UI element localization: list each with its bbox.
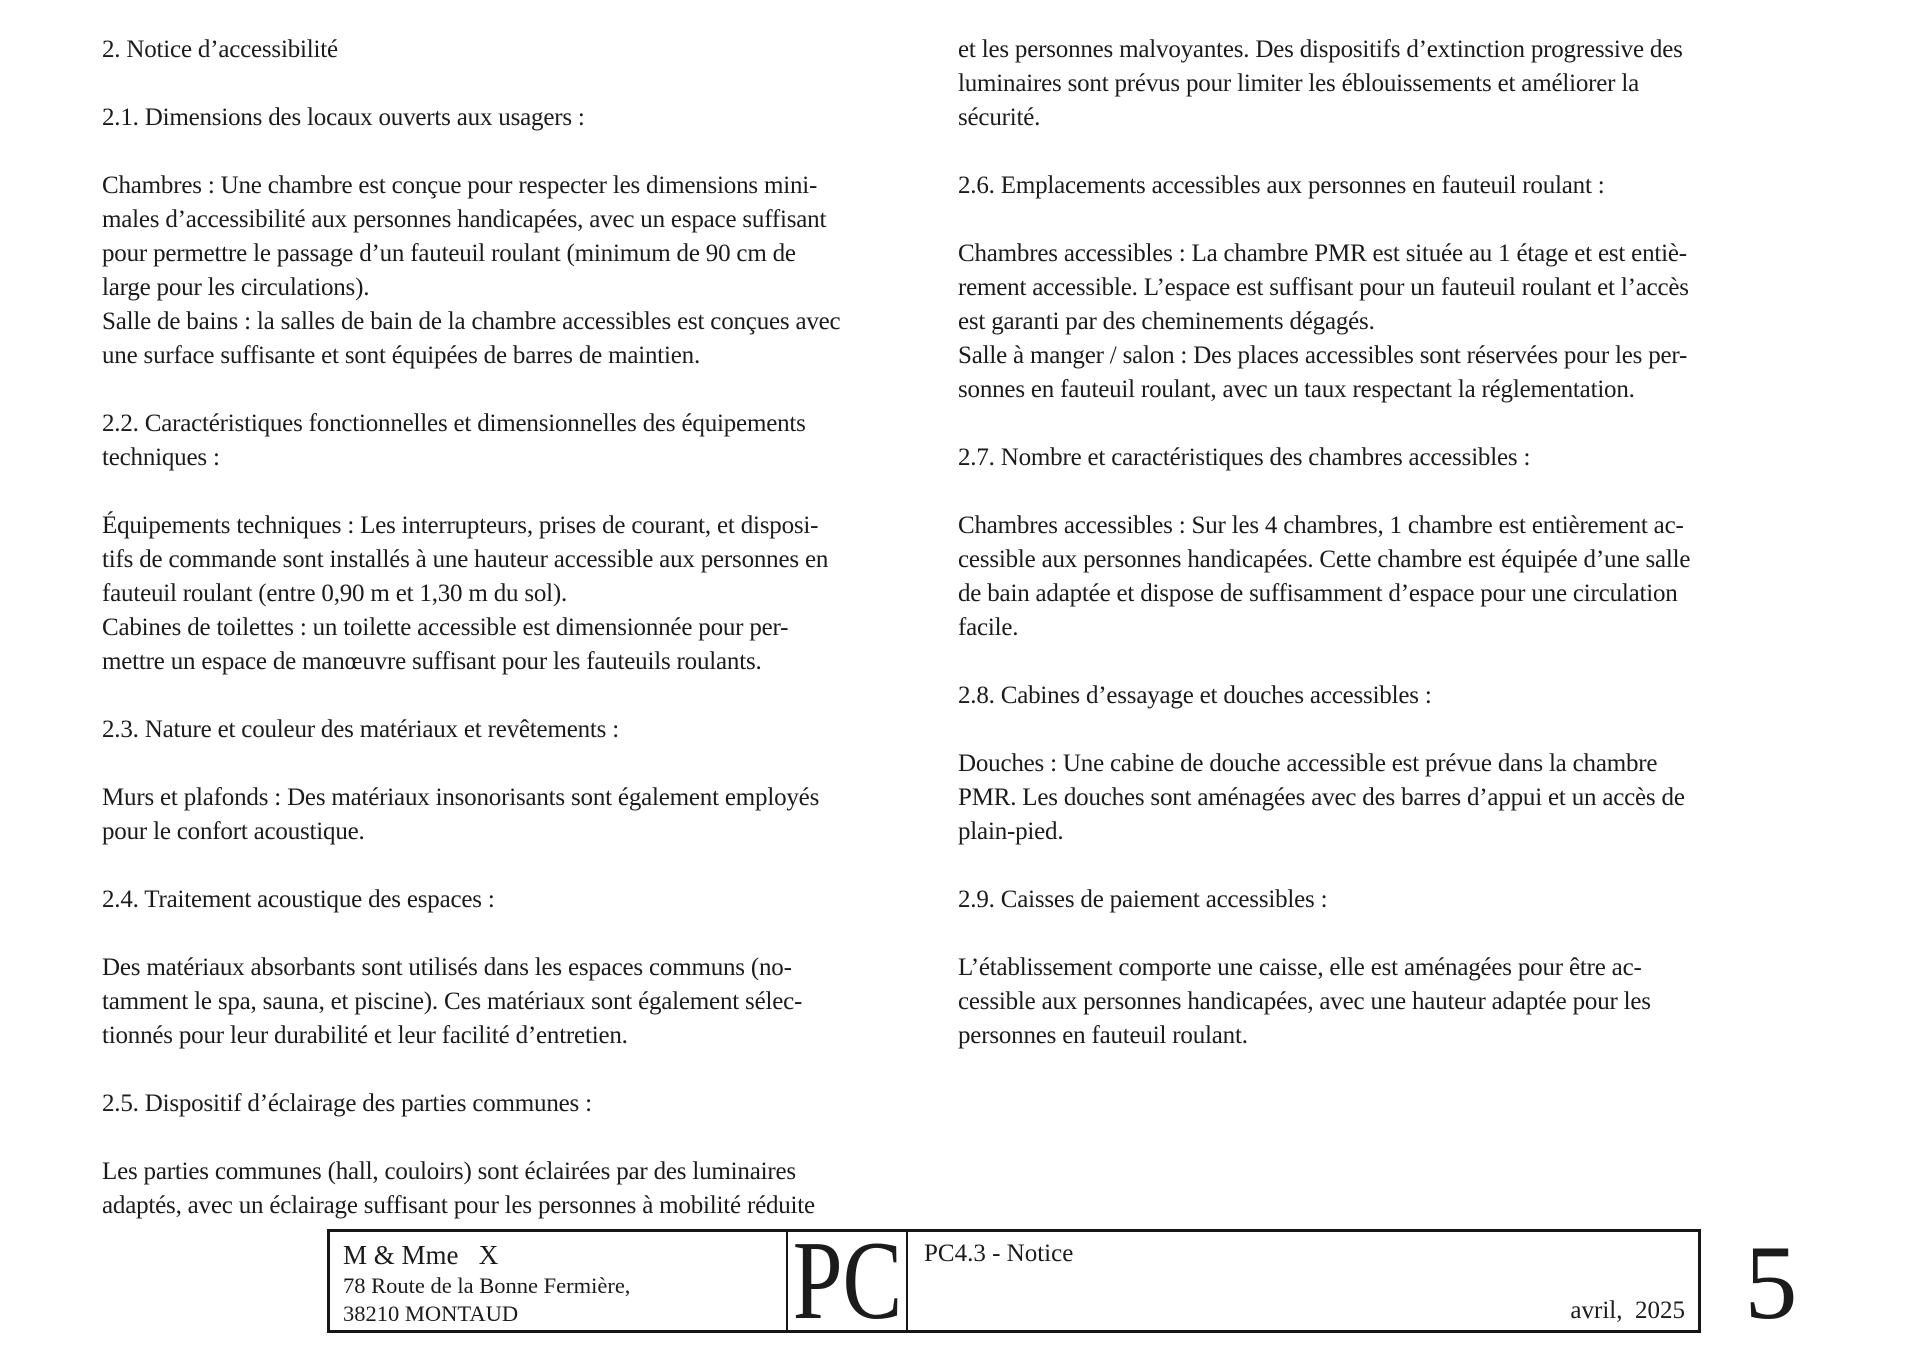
text-line: facile. [958,614,1019,641]
permit-code: PC [792,1232,902,1330]
text-line: Salle à manger / salon : Des places accessibles sont réservées pour les per- [958,342,1688,369]
paragraph [102,951,970,1053]
text-line: Chambres accessibles : La chambre PMR est située au 1 étage et est entiè- [958,240,1687,267]
text-line: sécurité. [958,104,1041,131]
paragraph [958,237,1826,407]
section-heading [958,883,1826,917]
text-line: plain-pied. [958,818,1064,845]
text-line: cessible aux personnes handicapées. Cette chambre est équipée d’une salle [958,546,1691,573]
text-line: tamment le spa, sauna, et piscine). Ces matériaux sont également sélec- [102,988,803,1015]
text-line: 2.2. Caractéristiques fonctionnelles et dimensionnelles des équipements [102,410,806,437]
section-heading [102,33,970,67]
text-line: Des matériaux absorbants sont utilisés dans les espaces communs (no- [102,954,792,981]
paragraph [102,509,970,679]
section-heading [958,169,1826,203]
text-line: cessible aux personnes handicapées, avec une hauteur adaptée pour les [958,988,1651,1015]
text-line: Murs et plafonds : Des matériaux insonorisants sont également employés [102,784,820,811]
text-line: Salle de bains : la salles de bain de la chambre accessibles est conçues avec [102,308,841,335]
paragraph [102,169,970,373]
text-line: Chambres : Une chambre est conçue pour respecter les dimensions mini- [102,172,818,199]
text-line: tifs de commande sont installés à une hauteur accessible aux personnes en [102,546,829,573]
section-heading [958,441,1826,475]
text-line: de bain adaptée et dispose de suffisamment d’espace pour une circulation [958,580,1678,607]
text-line: 2.8. Cabines d’essayage et douches accessibles : [958,682,1432,709]
text-line: L’établissement comporte une caisse, elle est aménagées pour être ac- [958,954,1642,981]
paragraph [958,33,1826,135]
section-heading [102,713,970,747]
text-line: Les parties communes (hall, couloirs) sont éclairées par des luminaires [102,1158,796,1185]
client-address-line2: 38210 MONTAUD [343,1301,519,1326]
text-line: Équipements techniques : Les interrupteurs, prises de courant, et disposi- [102,512,819,539]
title-block-code-cell [788,1232,908,1330]
document-reference: PC4.3 - Notice [924,1240,1074,1267]
text-line: pour permettre le passage d’un fauteuil roulant (minimum de 90 cm de [102,240,796,267]
text-line: et les personnes malvoyantes. Des dispositifs d’extinction progressive des [958,36,1683,63]
text-line: 2.5. Dispositif d’éclairage des parties communes : [102,1090,592,1117]
text-line: Douches : Une cabine de douche accessible est prévue dans la chambre [958,750,1658,777]
text-line: males d’accessibilité aux personnes handicapées, avec un espace suffisant [102,206,827,233]
text-line: adaptés, avec un éclairage suffisant pour les personnes à mobilité réduite [102,1192,815,1219]
section-heading [102,883,970,917]
text-line: une surface suffisante et sont équipées de barres de maintien. [102,342,701,369]
text-line: 2.1. Dimensions des locaux ouverts aux usagers : [102,104,585,131]
text-line: est garanti par des cheminements dégagés. [958,308,1375,335]
page-number: 5 [1744,1224,1798,1341]
section-heading [958,679,1826,713]
text-line: personnes en fauteuil roulant. [958,1022,1248,1049]
paragraph [958,951,1826,1053]
text-line: sonnes en fauteuil roulant, avec un taux respectant la réglementation. [958,376,1635,403]
paragraph [102,1155,970,1223]
text-line: tionnés pour leur durabilité et leur facilité d’entretien. [102,1022,628,1049]
text-line: 2. Notice d’accessibilité [102,36,338,63]
text-line: 2.4. Traitement acoustique des espaces : [102,886,495,913]
text-line: 2.7. Nombre et caractéristiques des chambres accessibles : [958,444,1531,471]
text-line: rement accessible. L’espace est suffisant pour un fauteuil roulant et l’accès [958,274,1689,301]
client-name: M & Mme X [343,1240,499,1270]
text-line: 2.6. Emplacements accessibles aux personnes en fauteuil roulant : [958,172,1605,199]
paragraph [958,747,1826,849]
title-block-client-cell [330,1232,788,1330]
text-line: 2.3. Nature et couleur des matériaux et revêtements : [102,716,619,743]
section-heading [102,407,970,475]
section-heading [102,1087,970,1121]
document-date: avril, 2025 [1570,1297,1685,1324]
left-column [102,33,970,1257]
right-column [958,33,1826,1087]
text-line: techniques : [102,444,220,471]
text-line: fauteuil roulant (entre 0,90 m et 1,30 m du sol). [102,580,568,607]
title-block [327,1229,1701,1333]
client-address-line1: 78 Route de la Bonne Fermière, [343,1273,631,1298]
text-line: 2.9. Caisses de paiement accessibles : [958,886,1328,913]
text-line: Cabines de toilettes : un toilette accessible est dimensionnée pour per- [102,614,789,641]
text-line: mettre un espace de manœuvre suffisant pour les fauteuils roulants. [102,648,762,675]
text-line: Chambres accessibles : Sur les 4 chambres, 1 chambre est entièrement ac- [958,512,1684,539]
text-line: pour le confort acoustique. [102,818,365,845]
title-block-reference-cell [908,1232,1698,1330]
text-line: PMR. Les douches sont aménagées avec des barres d’appui et un accès de [958,784,1685,811]
paragraph [102,781,970,849]
text-line: luminaires sont prévus pour limiter les éblouissements et améliorer la [958,70,1639,97]
paragraph [958,509,1826,645]
section-heading [102,101,970,135]
text-line: large pour les circulations). [102,274,370,301]
